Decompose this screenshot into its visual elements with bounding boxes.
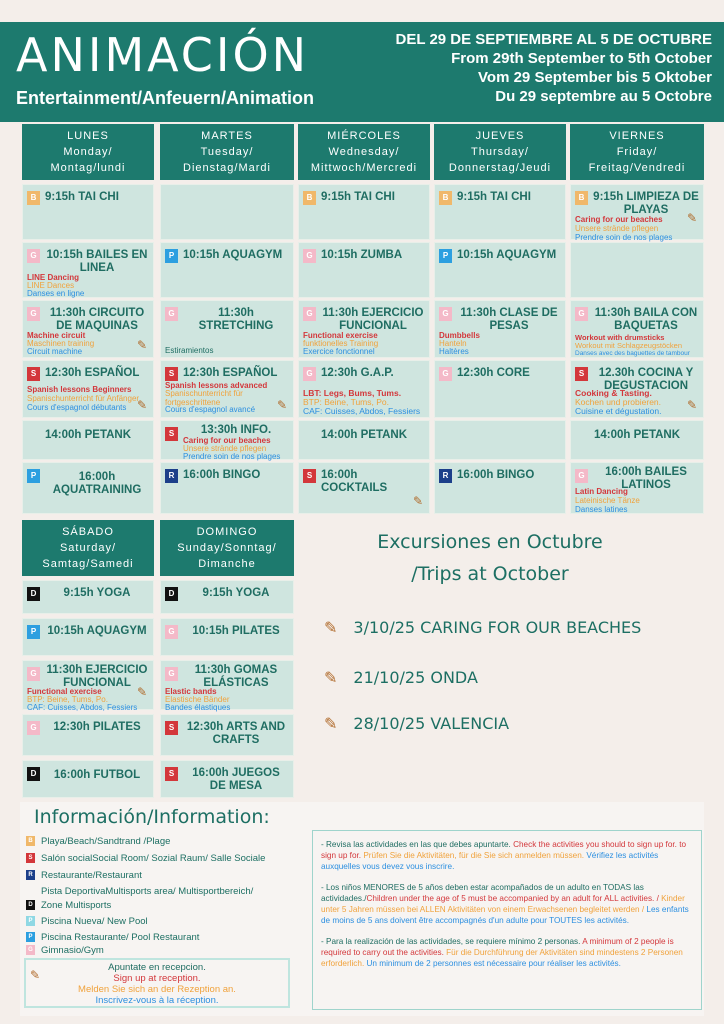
legend-item-restaurant <box>26 870 142 882</box>
activity-title: 12.30h COCINA Y DEGUSTACION <box>598 367 694 392</box>
activity-title: 10:15h PILATES <box>192 625 280 637</box>
translation-de: Unsere strände pflegen <box>183 444 267 453</box>
translation-en: Spanish lessons advanced <box>165 381 268 390</box>
gym-location-icon: G <box>165 307 178 321</box>
legend-item-pool <box>26 932 199 944</box>
signup-fr: Inscrivez-vous à la réception. <box>95 995 219 1006</box>
gym-location-icon: G <box>303 367 316 381</box>
translation-en: Caring for our beaches <box>183 436 271 445</box>
translation-en: Workout with drumsticks <box>575 333 665 342</box>
note-de: Kinder unter 5 Jahren müssen bei ALLEN Aktivitäten von einem Erwachsenen begleitet werden / <box>321 894 685 914</box>
day-header-wednesday <box>298 124 430 180</box>
pool-location-icon: P <box>439 249 452 263</box>
translation-en: Elastic bands <box>165 687 217 696</box>
brand-subtitle: Entertainment/Anfeuern/Animation <box>16 88 315 108</box>
translation-de: Kochen und probieren. <box>575 397 662 407</box>
day-sub: Sunday/Sonntag/ <box>177 542 277 554</box>
salon-location-icon: S <box>27 367 40 381</box>
note-en: Children under the age of 5 must be accompanied by an adult for ALL activities. / <box>366 894 659 903</box>
restaurant-location-icon: R <box>26 870 35 880</box>
activity-title: 14:00h PETANK <box>593 429 681 441</box>
salon-location-icon: S <box>26 853 35 863</box>
activity-title: 16:00h FUTBOL <box>53 769 141 781</box>
gym-location-icon: G <box>303 249 316 263</box>
activity-cell-empty <box>434 420 566 460</box>
activity-cell <box>160 242 294 298</box>
beach-location-icon: B <box>27 191 40 205</box>
translation-fr: Cuisine et dégustation. <box>575 406 662 416</box>
day-sub: Dimanche <box>198 558 256 570</box>
activity-cell <box>298 420 430 460</box>
activity-cell <box>298 360 430 418</box>
note-fr: Vérifiez les activités auxquelles vous devez vous inscrire. <box>321 851 659 871</box>
restaurant-location-icon: R <box>439 469 452 483</box>
legend-item-beach <box>26 836 170 848</box>
translation-fr: Cours d'espagnol avancé <box>165 405 256 414</box>
excursions-title <box>300 526 680 590</box>
rules-notes <box>312 830 702 1010</box>
legend-label: Salón socialSocial Room/ Sozial Raum/ Salle Sociale <box>41 853 266 864</box>
translation-de: Unsere strände pflegen <box>575 224 659 233</box>
translation-de: BTP: Beine, Tums, Po. <box>303 397 389 407</box>
note-signup <box>321 839 693 872</box>
day-sub: Mittwoch/Mercredi <box>310 162 418 174</box>
gym-location-icon: G <box>27 667 40 681</box>
day-header-friday <box>570 124 704 180</box>
salon-location-icon: S <box>303 469 316 483</box>
activity-cell <box>22 580 154 614</box>
day-header-thursday <box>434 124 566 180</box>
translation-fr: CAF: Cuisses, Abdos, Fessiers <box>27 703 138 712</box>
signup-en: Sign up at reception. <box>113 973 201 984</box>
translation-de: Spanischunterricht für Anfänger <box>27 394 140 403</box>
activity-cell <box>160 300 294 358</box>
activity-cell <box>22 360 154 418</box>
note-es: - Para la realización de las actividades, se requiere mínimo 2 personas. <box>321 937 583 946</box>
pencil-icon: ✎ <box>30 968 41 982</box>
activity-cell <box>298 184 430 240</box>
activity-title: 11:30h BAILA CON BAQUETAS <box>594 307 698 332</box>
day-name: VIERNES <box>609 130 665 142</box>
activity-cell <box>22 660 154 710</box>
activity-cell <box>160 462 294 514</box>
activity-title: 12:30h ARTS AND CRAFTS <box>186 721 286 746</box>
translation-fr: CAF: Cuisses, Abdos, Fessiers <box>303 406 421 416</box>
translation-fr: Bandes élastiques <box>165 703 231 712</box>
translation-en: Latin Dancing <box>575 487 628 496</box>
activity-title: 10:15h AQUAGYM <box>183 249 283 261</box>
activity-title: 9:15h TAI CHI <box>457 191 531 203</box>
legend-label: Pista DeportivaMultisports area/ Multisportbereich/ <box>41 886 254 897</box>
gym-location-icon: G <box>165 667 178 681</box>
activity-cell <box>434 242 566 298</box>
activity-cell <box>22 462 154 514</box>
activity-title: 10:15h AQUAGYM <box>457 249 557 261</box>
pencil-icon: ✎ <box>686 398 697 412</box>
note-de: Prüfen Sie die Aktivitäten, für die Sie sich anmelden müssen. <box>363 851 587 860</box>
activity-cell <box>22 760 154 798</box>
day-name: JUEVES <box>475 130 525 142</box>
legend-label: Zone Multisports <box>41 900 112 911</box>
translation-de: funktionelles Training <box>303 339 379 348</box>
activity-cell <box>160 580 294 614</box>
brand-title: ANIMACIÓN <box>16 28 310 82</box>
day-header-saturday <box>22 520 154 576</box>
day-sub: Montag/lundi <box>50 162 126 174</box>
activity-cell <box>434 360 566 418</box>
translation-fr: Prendre soin de nos plages <box>183 452 281 461</box>
day-sub: Donnerstag/Jeudi <box>448 162 552 174</box>
activity-cell <box>160 618 294 656</box>
activity-cell <box>22 300 154 358</box>
sport-location-icon: D <box>165 587 178 601</box>
day-name: MIÉRCOLES <box>327 130 401 142</box>
gym-location-icon: G <box>575 307 588 321</box>
activity-title: 16:00h AQUATRAINING <box>52 471 142 496</box>
day-sub: Tuesday/ <box>200 146 254 158</box>
excursion-label: 28/10/25 VALENCIA <box>353 714 510 733</box>
note-es: - Revisa las actividades en las que debes apuntarte. <box>321 840 514 849</box>
excursions-title-en: /Trips at October <box>411 563 569 585</box>
legend-item-salon <box>26 853 265 865</box>
legend-label: Piscina Restaurante/ Pool Restaurant <box>41 932 200 943</box>
gym-location-icon: G <box>27 249 40 263</box>
day-header-tuesday <box>160 124 294 180</box>
activity-cell-empty <box>570 242 704 298</box>
beach-location-icon: B <box>575 191 588 205</box>
day-sub: Thursday/ <box>471 146 529 158</box>
translation-en: Spanish lessons Beginners <box>27 385 132 394</box>
translation-en: Machine circuit <box>27 331 86 340</box>
legend-label: Gimnasio/Gym <box>41 945 104 956</box>
date-range <box>396 30 712 106</box>
note-fr: Un minimum de 2 personnes est nécessaire pour réaliser les activités. <box>366 959 621 968</box>
activity-cell <box>298 300 430 358</box>
activity-title: 9:15h LIMPIEZA DE PLAYAS <box>593 191 699 216</box>
legend-label: Playa/Beach/Sandtrand /Plage <box>41 836 171 847</box>
activity-title: 14:00h PETANK <box>44 429 132 441</box>
gym-location-icon: G <box>27 307 40 321</box>
activity-title: 9:15h YOGA <box>63 587 131 599</box>
translation-en: Functional exercise <box>303 331 378 340</box>
translation-de: Maschinen training <box>27 339 95 348</box>
activity-title: 11:30h GOMAS ELÁSTICAS <box>194 664 278 689</box>
pencil-icon: ✎ <box>136 338 147 352</box>
translation-fr: Cours d'espagnol débutants <box>27 403 127 412</box>
gym-location-icon: G <box>439 367 452 381</box>
legend-item-sport-2 <box>26 900 111 912</box>
gym-location-icon: G <box>439 307 452 321</box>
salon-location-icon: S <box>165 767 178 781</box>
date-range-de: Vom 29 September bis 5 Oktober <box>478 69 712 86</box>
activity-title: 11:30h CLASE DE PESAS <box>460 307 558 332</box>
excursion-item <box>324 668 478 687</box>
salon-location-icon: S <box>165 427 178 441</box>
activity-title: 9:15h TAI CHI <box>45 191 119 203</box>
translation-en: LINE Dancing <box>27 273 80 282</box>
translation-en: Caring for our beaches <box>575 215 663 224</box>
signup-note <box>24 958 290 1008</box>
pool-location-icon: P <box>165 249 178 263</box>
activity-cell <box>160 714 294 756</box>
day-header-monday <box>22 124 154 180</box>
activity-title: 9:15h TAI CHI <box>321 191 395 203</box>
restaurant-location-icon: R <box>165 469 178 483</box>
pencil-icon: ✎ <box>136 398 147 412</box>
pencil-icon: ✎ <box>686 211 697 225</box>
day-sub: Saturday/ <box>59 542 117 554</box>
salon-location-icon: S <box>575 367 588 381</box>
day-name: LUNES <box>67 130 109 142</box>
day-name: DOMINGO <box>196 526 258 538</box>
excursions-title-es: Excursiones en Octubre <box>377 531 603 553</box>
legend-label: Restaurante/Restaurant <box>41 870 142 881</box>
activity-title: 16:00h JUEGOS DE MESA <box>192 767 280 792</box>
day-sub: Friday/ <box>616 146 658 158</box>
activity-title: 10:15h BAILES EN LINEA <box>46 249 148 274</box>
activity-cell <box>570 462 704 514</box>
activity-cell <box>570 420 704 460</box>
beach-location-icon: B <box>303 191 316 205</box>
salon-location-icon: S <box>165 721 178 735</box>
day-header-sunday <box>160 520 294 576</box>
legend-item-gym <box>26 945 104 957</box>
pencil-icon: ✎ <box>324 714 338 733</box>
day-name: SÁBADO <box>62 526 114 538</box>
activity-title: 12:30h CORE <box>457 367 530 379</box>
note-children <box>321 882 693 926</box>
translation-de: Elastische Bänder <box>165 695 230 704</box>
pool-location-icon: P <box>26 932 35 942</box>
activity-cell <box>160 420 294 460</box>
info-title: Información/Information: <box>34 806 270 828</box>
activity-cell <box>22 714 154 756</box>
pencil-icon: ✎ <box>276 398 287 412</box>
activity-cell <box>434 184 566 240</box>
activity-cell <box>434 462 566 514</box>
activity-cell-empty <box>160 184 294 240</box>
signup-es: Apuntate en recepcion. <box>108 962 206 973</box>
activity-title: 16:00h BINGO <box>183 469 261 481</box>
new-pool-location-icon: P <box>26 916 35 926</box>
pool-location-icon: P <box>27 469 40 483</box>
translation-en: Functional exercise <box>27 687 102 696</box>
pencil-icon: ✎ <box>324 668 338 687</box>
translation-de: Workout mit Schlagzeugstöcken <box>575 341 682 350</box>
activity-title: 16:00h COCKTAILS <box>321 469 388 494</box>
day-sub: Monday/ <box>63 146 113 158</box>
salon-location-icon: S <box>165 367 178 381</box>
note-en: A minimum of 2 people is required to carry out the activities. <box>321 937 674 957</box>
note-fr: Les enfants de moins de 5 ans doivent être accompagnés d'un adulte pour TOUTES les activités. <box>321 905 689 925</box>
activity-cell <box>298 242 430 298</box>
excursion-label: 3/10/25 CARING FOR OUR BEACHES <box>353 618 642 637</box>
activity-title: 16:00h BINGO <box>457 469 535 481</box>
activity-title: 12:30h G.A.P. <box>321 367 394 379</box>
translation-de: Spanischunterricht für fortgeschrittene <box>165 389 243 407</box>
beach-location-icon: B <box>439 191 452 205</box>
activity-title: 12:30h ESPAÑOL <box>183 367 278 379</box>
note-es: - Los niños MENORES de 5 años deben estar acompañados de un adulto en TODAS las actividades./ <box>321 883 644 903</box>
translation-fr: Prendre soin de nos plages <box>575 233 673 242</box>
activity-title: 10:15h AQUAGYM <box>47 625 147 637</box>
activity-title: 9:15h YOGA <box>202 587 270 599</box>
gym-location-icon: G <box>575 469 588 483</box>
activity-cell <box>160 760 294 798</box>
activity-title: 14:00h PETANK <box>320 429 408 441</box>
translation-fr: Exercice fonctionnel <box>303 347 375 356</box>
date-range-fr: Du 29 septembre au 5 Octobre <box>495 88 712 105</box>
translation-en: Cooking & Tasting. <box>575 388 652 398</box>
activity-cell <box>570 300 704 358</box>
activity-cell <box>570 360 704 418</box>
activity-title: 12:30h ESPAÑOL <box>45 367 140 379</box>
translation-fr: Danses avec des baguettes de tambour <box>575 350 690 357</box>
translation-de: BTP: Beine, Tums, Po. <box>27 695 108 704</box>
beach-location-icon: B <box>26 836 35 846</box>
activity-title: 11:30h CIRCUITO DE MAQUINAS <box>49 307 145 332</box>
excursion-item <box>324 714 509 733</box>
translation-es: Estiramientos <box>165 346 214 355</box>
translation-fr: Danses en ligne <box>27 289 85 298</box>
translation-de: Hanteln <box>439 339 467 348</box>
legend-item-sport <box>26 886 253 898</box>
activity-title: 11:30h EJERCICIO FUNCIONAL <box>46 664 148 689</box>
day-sub: Wednesday/ <box>328 146 400 158</box>
gym-location-icon: G <box>165 625 178 639</box>
translation-de: Lateinische Tänze <box>575 496 640 505</box>
activity-cell <box>22 184 154 240</box>
note-en: Check the activities you should to sign up for. to sign up for. <box>321 840 687 860</box>
legend-label: Piscina Nueva/ New Pool <box>41 916 148 927</box>
gym-location-icon: G <box>303 307 316 321</box>
activity-title: 16:00h BAILES LATINOS <box>605 466 687 491</box>
activity-cell <box>160 360 294 418</box>
activity-cell <box>22 420 154 460</box>
activity-title: 10:15h ZUMBA <box>321 249 403 261</box>
activity-cell <box>160 660 294 710</box>
activity-cell <box>298 462 430 514</box>
translation-en: LBT: Legs, Bums, Tums. <box>303 388 402 398</box>
day-sub: Dienstag/Mardi <box>183 162 271 174</box>
pencil-icon: ✎ <box>412 494 423 508</box>
note-minimum <box>321 936 693 969</box>
legend-item-new-pool <box>26 916 148 928</box>
excursion-label: 21/10/25 ONDA <box>353 668 478 687</box>
activity-title: 11:30h STRETCHING <box>198 307 274 332</box>
gym-location-icon: G <box>27 721 40 735</box>
sport-location-icon: D <box>26 900 35 910</box>
activity-title: 12:30h PILATES <box>53 721 141 733</box>
sport-location-icon: D <box>27 767 40 781</box>
sport-location-icon: D <box>27 587 40 601</box>
day-sub: Samtag/Samedi <box>42 558 134 570</box>
gym-location-icon: G <box>26 945 35 955</box>
translation-fr: Haltères <box>439 347 469 356</box>
excursion-item <box>324 618 641 637</box>
translation-fr: Danses latines <box>575 505 628 514</box>
activity-cell <box>434 300 566 358</box>
activity-cell <box>22 242 154 298</box>
activity-title: 13:30h INFO. <box>200 424 272 436</box>
pencil-icon: ✎ <box>324 618 338 637</box>
date-range-en: From 29th September to 5th October <box>451 50 712 67</box>
activity-title: 11:30h EJERCICIO FUNCIONAL <box>322 307 424 332</box>
day-sub: Freitag/Vendredi <box>588 162 686 174</box>
activity-cell <box>570 184 704 240</box>
note-de: Für die Durchführung der Aktivitäten sind mindestens 2 Personen erforderlich. <box>321 948 683 968</box>
header-banner <box>0 22 724 122</box>
activity-cell <box>22 618 154 656</box>
date-range-es: DEL 29 DE SEPTIEMBRE AL 5 DE OCTUBRE <box>395 31 712 48</box>
translation-de: LINE Dances <box>27 281 75 290</box>
day-name: MARTES <box>201 130 253 142</box>
translation-en: Dumbbells <box>439 331 480 340</box>
translation-fr: Circuit machine <box>27 347 83 356</box>
pencil-icon: ✎ <box>136 685 147 699</box>
pool-location-icon: P <box>27 625 40 639</box>
signup-de: Melden Sie sich an der Rezeption an. <box>78 984 236 995</box>
